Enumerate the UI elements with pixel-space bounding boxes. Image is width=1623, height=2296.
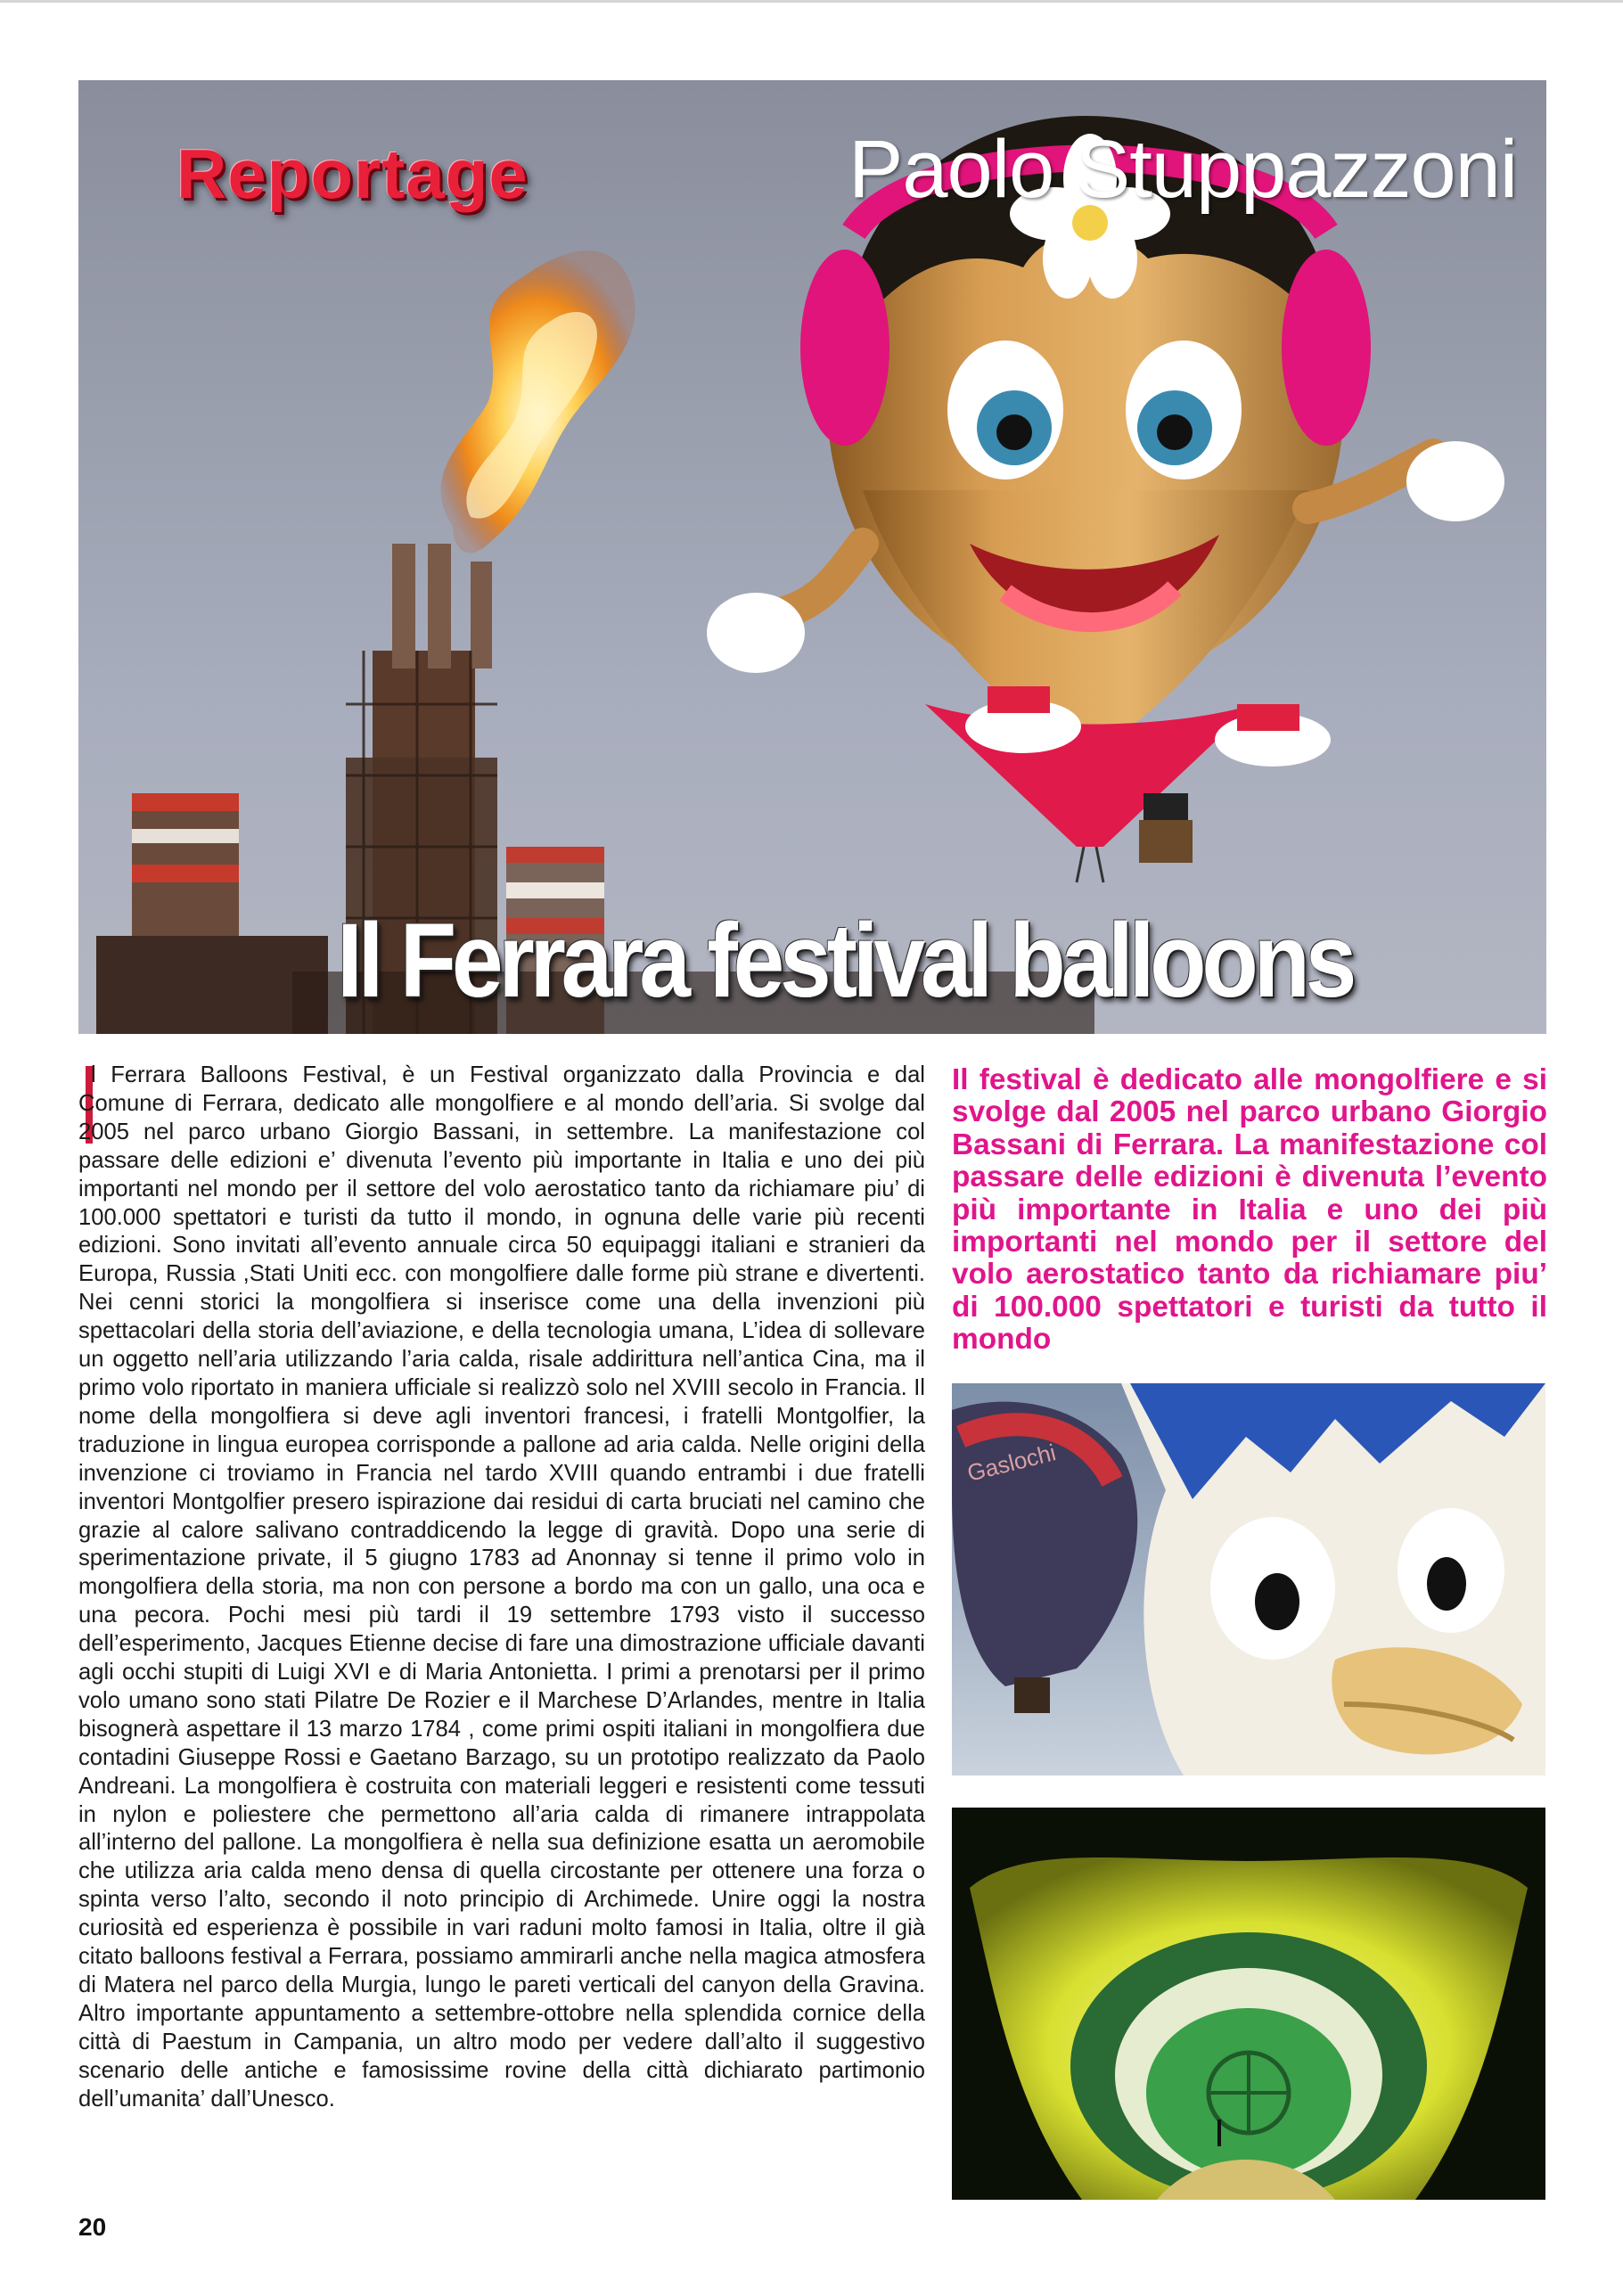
balloon-interior-photo	[952, 1808, 1545, 2200]
hero-photo	[78, 80, 1546, 1034]
balloon-interior-illustration	[952, 1808, 1545, 2200]
balloon-banner-text: Gaslochi	[964, 1439, 1059, 1487]
balloon-bird-illustration	[952, 1383, 1545, 1775]
hero-illustration	[78, 80, 1546, 1034]
author-name: Paolo Stuppazzoni	[848, 124, 1518, 215]
pull-quote: Il festival è dedicato alle mongolfiere e si svolge dal 2005 nel parco urbano Giorgio Bassani di Ferrara. La manifestazione col passare delle edizioni è divenuta l’evento più importante in Italia e uno dei più importanti nel mondo per il settore del volo aerostatico tanto da richiamare piu’ di 100.000 spettatori e turisti da tutto il mondo	[952, 1063, 1547, 1357]
balloon-bird-photo	[952, 1383, 1545, 1775]
article-body-text: l Ferrara Balloons Festival, è un Festival organizzato dalla Provincia e dal Comune di Ferrara, dedicato alle mongolfiere e al mondo dell’aria. Si svolge dal 2005 nel parco urbano Giorgio Bassani, in settembre. La manifestazione col passare delle edizioni e’ divenuta l’evento più importante in Italia e uno dei più importanti nel mondo per il settore del volo aerostatico tanto da richiamare piu’ di 100.000 spettatori e turisti da tutto il mondo, in ognuna delle varie più recenti edizioni. Sono invitati all’evento annuale circa 50 equipaggi italiani e stranieri da Europa, Russia ,Stati Uniti ecc. con mongolfiere dalle forme più strane e divertenti. Nei cenni storici la mongolfiera si inserisce come una della invenzioni più spettacolari della storia dell’aviazione, e della tecnologia umana, L’idea di sollevare un oggetto nell’aria utilizzando l’aria calda, risale addirittura nell’antica Cina, ma il primo volo riportato in maniera ufficiale si realizzò solo nel XVIII secolo in Francia. Il nome della mongolfiera si deve agli inventori francesi, i fratelli Montgolfier, la traduzione in lingua europea corrisponde a pallone ad aria calda. Nelle origini della invenzione ci troviamo in Francia nel tardo XVIII quando entrambi i due fratelli inventori Montgolfier presero ispirazione dai residui di carta bruciati nel camino che grazie al calore salivano contraddicendo la legge di gravità. Dopo una serie di sperimentazione private, il 5 giugno 1783 ad Anonnay si tenne il primo volo in mongolfiera della storia, ma non con persone a bordo ma con un gallo, una oca e una pecora. Pochi mesi più tardi il 19 settembre 1793 visto il successo dell’esperimento, Jacques Etienne decise di fare una dimostrazione ufficiale davanti agli occhi stupiti di Luigi XVI e di Maria Antonietta. I primi a prenotarsi per il primo volo umano sono stati Pilatre De Rozier e il Marchese D’Arlandes, mentre in Italia bisognerà aspettare il 13 marzo 1784 , come primi ospiti italiani in mongolfiera due contadini Giuseppe Rossi e Gaetano Barzago, su un prototipo realizzato da Paolo Andreani. La mongolfiera è costruita con materiali leggeri e resistenti come tessuti in nylon e poliestere che permettono all’aria calda di rimanere intrappolata all’interno del pallone. La mongolfiera è nella sua definizione esatta un aeromobile che utilizza aria calda meno densa di quella circostante per ottenere una forza o spinta verso l’alto, secondo il noto principio di Archimede. Unire oggi la nostra curiosità ed esperienza è possibile in vari raduni molto famosi in Italia, oltre il già citato balloons festival a Ferrara, possiamo ammirarli anche nella magica atmosfera di Matera nel parco della Murgia, lungo le pareti verticali del canyon della Gravina. Altro importante appuntamento a settembre-ottobre nella splendida cornice della città di Paestum in Campania, un altro modo per vedere dall’alto il suggestivo scenario delle antiche e famosissime rovine della città dichiarato partimonio dell’umanita’ dall’Unesco.	[78, 1062, 925, 2112]
article-body	[78, 1062, 925, 2114]
cartoon-hot-air-balloon	[707, 116, 1504, 882]
top-rule	[0, 0, 1623, 3]
page-number: 20	[78, 2213, 107, 2241]
section-tag: Reportage	[176, 135, 529, 213]
article-headline: Il Ferrara festival balloons	[337, 902, 1353, 1020]
